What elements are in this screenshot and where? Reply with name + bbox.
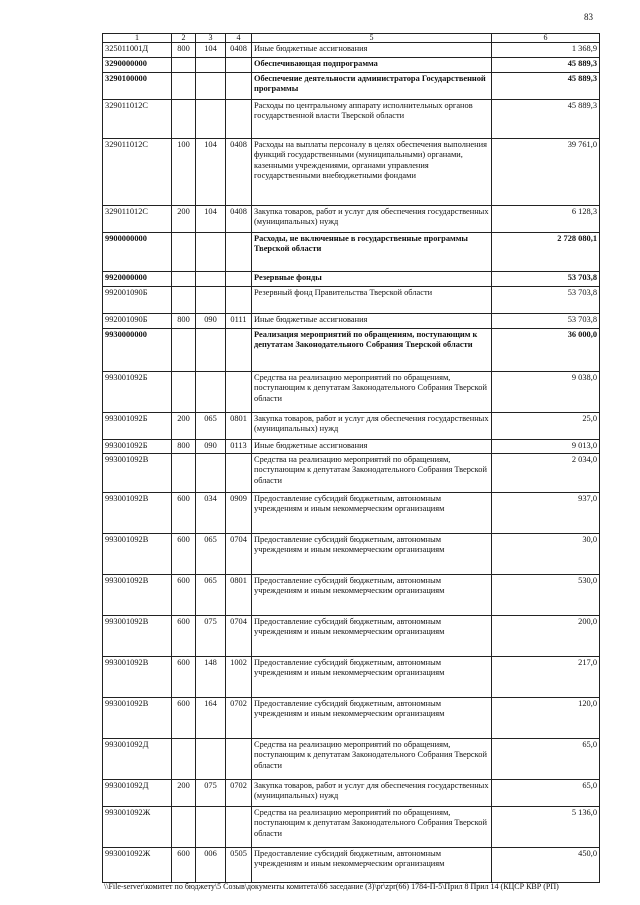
code-cell: 993001092В bbox=[103, 493, 172, 534]
rp-cell: 0408 bbox=[226, 206, 252, 233]
description-cell: Закупка товаров, работ и услуг для обеспечения государственных (муниципальных) нужд bbox=[252, 780, 492, 807]
ved-cell bbox=[196, 272, 226, 287]
table-row bbox=[103, 698, 600, 739]
table-row bbox=[103, 206, 600, 233]
description-cell: Предоставление субсидий бюджетным, автономным учреждениям и иным некоммерческим организациям bbox=[252, 534, 492, 575]
ved-cell bbox=[196, 287, 226, 314]
ved-cell: 090 bbox=[196, 314, 226, 329]
description-cell: Расходы на выплаты персоналу в целях обеспечения выполнения функций государственными (муниципальными) органами, казенными учреждениями, органами управления государственными внебюджетными фондами bbox=[252, 139, 492, 206]
ved-cell bbox=[196, 329, 226, 372]
vr-cell: 200 bbox=[172, 780, 196, 807]
table-row bbox=[103, 233, 600, 272]
vr-cell: 600 bbox=[172, 698, 196, 739]
ved-cell: 065 bbox=[196, 413, 226, 440]
amount-cell: 53 703,8 bbox=[492, 287, 600, 314]
rp-cell bbox=[226, 233, 252, 272]
ved-cell: 075 bbox=[196, 780, 226, 807]
code-cell: 3290100000 bbox=[103, 73, 172, 100]
rp-cell bbox=[226, 287, 252, 314]
amount-cell: 39 761,0 bbox=[492, 139, 600, 206]
rp-cell bbox=[226, 807, 252, 848]
description-cell: Закупка товаров, работ и услуг для обеспечения государственных (муниципальных) нужд bbox=[252, 206, 492, 233]
amount-cell: 53 703,8 bbox=[492, 272, 600, 287]
vr-cell bbox=[172, 100, 196, 139]
rp-cell bbox=[226, 739, 252, 780]
table-row bbox=[103, 43, 600, 58]
amount-cell: 5 136,0 bbox=[492, 807, 600, 848]
description-cell: Иные бюджетные ассигнования bbox=[252, 314, 492, 329]
rp-cell: 0801 bbox=[226, 413, 252, 440]
rp-cell: 0702 bbox=[226, 698, 252, 739]
rp-cell: 0111 bbox=[226, 314, 252, 329]
rp-cell: 0702 bbox=[226, 780, 252, 807]
vr-cell bbox=[172, 454, 196, 493]
description-cell: Предоставление субсидий бюджетным, автономным учреждениям и иным некоммерческим организациям bbox=[252, 493, 492, 534]
description-cell: Иные бюджетные ассигнования bbox=[252, 440, 492, 454]
file-path-footer: \\File-server\комитет по бюджету\5 Созыв\документы комитета\66 заседание (3)\pr\zpr(66) 1784-П-5\Прил 8 Прил 14 (КЦСР КВР (РП) bbox=[104, 882, 559, 891]
vr-cell: 800 bbox=[172, 43, 196, 58]
ved-cell: 104 bbox=[196, 139, 226, 206]
vr-cell: 200 bbox=[172, 413, 196, 440]
vr-cell: 800 bbox=[172, 440, 196, 454]
amount-cell: 53 703,8 bbox=[492, 314, 600, 329]
vr-cell bbox=[172, 739, 196, 780]
ved-cell bbox=[196, 233, 226, 272]
vr-cell bbox=[172, 73, 196, 100]
table-row bbox=[103, 139, 600, 206]
amount-cell: 45 889,3 bbox=[492, 100, 600, 139]
ved-cell: 148 bbox=[196, 657, 226, 698]
column-header-5: 5 bbox=[252, 34, 492, 43]
amount-cell: 30,0 bbox=[492, 534, 600, 575]
code-cell: 329011012С bbox=[103, 206, 172, 233]
code-cell: 993001092Ж bbox=[103, 848, 172, 883]
description-cell: Средства на реализацию мероприятий по обращениям, поступающим к депутатам Законодательного Собрания Тверской области bbox=[252, 807, 492, 848]
ved-cell bbox=[196, 73, 226, 100]
amount-cell: 45 889,3 bbox=[492, 58, 600, 73]
rp-cell: 1002 bbox=[226, 657, 252, 698]
code-cell: 993001092В bbox=[103, 616, 172, 657]
code-cell: 993001092В bbox=[103, 657, 172, 698]
column-header-1: 1 bbox=[103, 34, 172, 43]
amount-cell: 1 368,9 bbox=[492, 43, 600, 58]
table-row bbox=[103, 739, 600, 780]
table-row bbox=[103, 100, 600, 139]
rp-cell: 0801 bbox=[226, 575, 252, 616]
table-row bbox=[103, 848, 600, 883]
budget-table bbox=[102, 33, 600, 883]
code-cell: 993001092В bbox=[103, 698, 172, 739]
page-number: 83 bbox=[584, 12, 593, 22]
table-row bbox=[103, 616, 600, 657]
rp-cell: 0408 bbox=[226, 43, 252, 58]
rp-cell: 0909 bbox=[226, 493, 252, 534]
rp-cell: 0505 bbox=[226, 848, 252, 883]
column-header-2: 2 bbox=[172, 34, 196, 43]
description-cell: Средства на реализацию мероприятий по обращениям, поступающим к депутатам Законодательного Собрания Тверской области bbox=[252, 372, 492, 413]
amount-cell: 65,0 bbox=[492, 739, 600, 780]
ved-cell bbox=[196, 807, 226, 848]
description-cell: Иные бюджетные ассигнования bbox=[252, 43, 492, 58]
code-cell: 993001092Б bbox=[103, 413, 172, 440]
rp-cell bbox=[226, 58, 252, 73]
code-cell: 993001092В bbox=[103, 575, 172, 616]
amount-cell: 9 013,0 bbox=[492, 440, 600, 454]
table-row bbox=[103, 329, 600, 372]
description-cell: Реализация мероприятий по обращениям, поступающим к депутатам Законодательного Собрания Тверской области bbox=[252, 329, 492, 372]
ved-cell: 075 bbox=[196, 616, 226, 657]
table-row bbox=[103, 493, 600, 534]
rp-cell bbox=[226, 454, 252, 493]
code-cell: 993001092В bbox=[103, 534, 172, 575]
description-cell: Обеспечивающая подпрограмма bbox=[252, 58, 492, 73]
table-row bbox=[103, 780, 600, 807]
code-cell: 3290000000 bbox=[103, 58, 172, 73]
rp-cell bbox=[226, 372, 252, 413]
vr-cell: 600 bbox=[172, 493, 196, 534]
code-cell: 992001090Б bbox=[103, 314, 172, 329]
description-cell: Предоставление субсидий бюджетным, автономным учреждениям и иным некоммерческим организациям bbox=[252, 575, 492, 616]
column-header-4: 4 bbox=[226, 34, 252, 43]
code-cell: 329011012С bbox=[103, 100, 172, 139]
code-cell: 993001092Ж bbox=[103, 807, 172, 848]
code-cell: 329011012С bbox=[103, 139, 172, 206]
ved-cell: 104 bbox=[196, 206, 226, 233]
vr-cell: 100 bbox=[172, 139, 196, 206]
vr-cell: 200 bbox=[172, 206, 196, 233]
code-cell: 993001092Д bbox=[103, 739, 172, 780]
amount-cell: 937,0 bbox=[492, 493, 600, 534]
amount-cell: 200,0 bbox=[492, 616, 600, 657]
amount-cell: 6 128,3 bbox=[492, 206, 600, 233]
table-row bbox=[103, 454, 600, 493]
amount-cell: 530,0 bbox=[492, 575, 600, 616]
ved-cell bbox=[196, 100, 226, 139]
vr-cell bbox=[172, 807, 196, 848]
vr-cell bbox=[172, 329, 196, 372]
ved-cell: 104 bbox=[196, 43, 226, 58]
description-cell: Резервный фонд Правительства Тверской области bbox=[252, 287, 492, 314]
ved-cell bbox=[196, 454, 226, 493]
vr-cell: 600 bbox=[172, 848, 196, 883]
column-header-6: 6 bbox=[492, 34, 600, 43]
rp-cell bbox=[226, 272, 252, 287]
table-row bbox=[103, 807, 600, 848]
amount-cell: 120,0 bbox=[492, 698, 600, 739]
description-cell: Расходы, не включенные в государственные программы Тверской области bbox=[252, 233, 492, 272]
description-cell: Предоставление субсидий бюджетным, автономным учреждениям и иным некоммерческим организациям bbox=[252, 848, 492, 883]
vr-cell bbox=[172, 287, 196, 314]
description-cell: Обеспечение деятельности администратора Государственной программы bbox=[252, 73, 492, 100]
vr-cell: 800 bbox=[172, 314, 196, 329]
vr-cell: 600 bbox=[172, 616, 196, 657]
rp-cell: 0113 bbox=[226, 440, 252, 454]
table-row bbox=[103, 413, 600, 440]
code-cell: 992001090Б bbox=[103, 287, 172, 314]
rp-cell bbox=[226, 100, 252, 139]
ved-cell: 164 bbox=[196, 698, 226, 739]
amount-cell: 9 038,0 bbox=[492, 372, 600, 413]
table-row bbox=[103, 58, 600, 73]
vr-cell: 600 bbox=[172, 657, 196, 698]
description-cell: Предоставление субсидий бюджетным, автономным учреждениям и иным некоммерческим организациям bbox=[252, 616, 492, 657]
table-row bbox=[103, 272, 600, 287]
description-cell: Предоставление субсидий бюджетным, автономным учреждениям и иным некоммерческим организациям bbox=[252, 698, 492, 739]
code-cell: 993001092Д bbox=[103, 780, 172, 807]
rp-cell: 0408 bbox=[226, 139, 252, 206]
ved-cell: 090 bbox=[196, 440, 226, 454]
description-cell: Закупка товаров, работ и услуг для обеспечения государственных (муниципальных) нужд bbox=[252, 413, 492, 440]
description-cell: Средства на реализацию мероприятий по обращениям, поступающим к депутатам Законодательного Собрания Тверской области bbox=[252, 454, 492, 493]
description-cell: Средства на реализацию мероприятий по обращениям, поступающим к депутатам Законодательного Собрания Тверской области bbox=[252, 739, 492, 780]
ved-cell bbox=[196, 58, 226, 73]
amount-cell: 36 000,0 bbox=[492, 329, 600, 372]
code-cell: 993001092В bbox=[103, 454, 172, 493]
table-body bbox=[103, 34, 600, 883]
ved-cell bbox=[196, 739, 226, 780]
vr-cell: 600 bbox=[172, 575, 196, 616]
column-header-3: 3 bbox=[196, 34, 226, 43]
code-cell: 993001092Б bbox=[103, 440, 172, 454]
ved-cell: 065 bbox=[196, 534, 226, 575]
rp-cell: 0704 bbox=[226, 616, 252, 657]
code-cell: 9920000000 bbox=[103, 272, 172, 287]
table-row bbox=[103, 534, 600, 575]
vr-cell: 600 bbox=[172, 534, 196, 575]
code-cell: 993001092Б bbox=[103, 372, 172, 413]
vr-cell bbox=[172, 58, 196, 73]
code-cell: 325011001Д bbox=[103, 43, 172, 58]
amount-cell: 45 889,3 bbox=[492, 73, 600, 100]
table-row bbox=[103, 575, 600, 616]
amount-cell: 2 034,0 bbox=[492, 454, 600, 493]
amount-cell: 450,0 bbox=[492, 848, 600, 883]
rp-cell bbox=[226, 73, 252, 100]
description-cell: Расходы по центральному аппарату исполнительных органов государственной власти Тверской области bbox=[252, 100, 492, 139]
vr-cell bbox=[172, 233, 196, 272]
table-row bbox=[103, 314, 600, 329]
ved-cell: 065 bbox=[196, 575, 226, 616]
description-cell: Резервные фонды bbox=[252, 272, 492, 287]
table-row bbox=[103, 287, 600, 314]
vr-cell bbox=[172, 272, 196, 287]
table-row bbox=[103, 372, 600, 413]
rp-cell: 0704 bbox=[226, 534, 252, 575]
table-row bbox=[103, 73, 600, 100]
amount-cell: 65,0 bbox=[492, 780, 600, 807]
code-cell: 9900000000 bbox=[103, 233, 172, 272]
ved-cell: 034 bbox=[196, 493, 226, 534]
table-header-row bbox=[103, 34, 600, 43]
rp-cell bbox=[226, 329, 252, 372]
description-cell: Предоставление субсидий бюджетным, автономным учреждениям и иным некоммерческим организациям bbox=[252, 657, 492, 698]
vr-cell bbox=[172, 372, 196, 413]
ved-cell: 006 bbox=[196, 848, 226, 883]
amount-cell: 2 728 080,1 bbox=[492, 233, 600, 272]
code-cell: 9930000000 bbox=[103, 329, 172, 372]
table-row bbox=[103, 440, 600, 454]
ved-cell bbox=[196, 372, 226, 413]
amount-cell: 25,0 bbox=[492, 413, 600, 440]
table-row bbox=[103, 657, 600, 698]
amount-cell: 217,0 bbox=[492, 657, 600, 698]
